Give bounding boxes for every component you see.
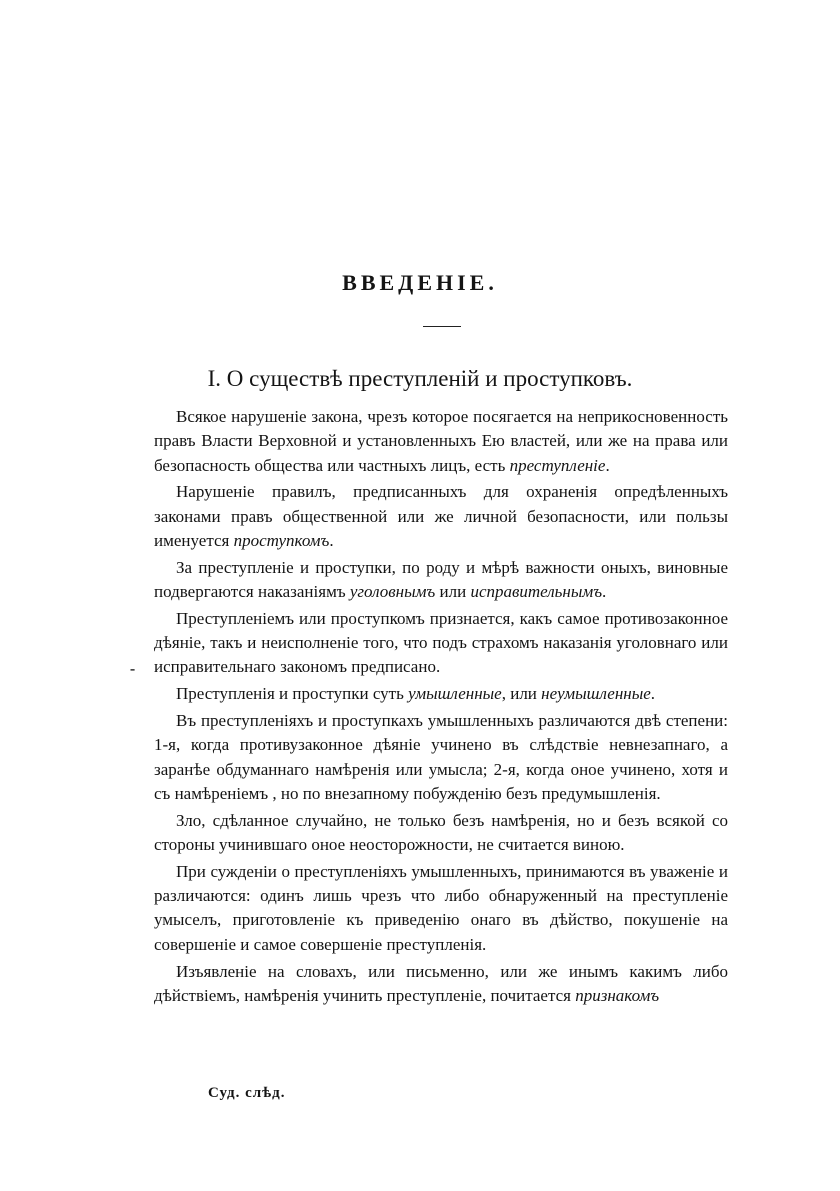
paragraph-tail: . bbox=[602, 582, 607, 602]
paragraph-1 bbox=[154, 405, 728, 478]
italic-term: проступкомъ bbox=[233, 530, 330, 550]
margin-mark: ⁃ bbox=[129, 664, 136, 679]
paragraph-text: Зло, сдѣланное случайно, не только безъ намѣренія, но и безъ всякой со стороны учинившаго оное неосторожности, не считается виною. bbox=[154, 810, 728, 855]
paragraph-text: За преступленіе и проступки, по роду и мѣрѣ важности оныхъ, виновные подвергаются наказаніямъ bbox=[154, 557, 728, 602]
italic-term: признакомъ bbox=[575, 985, 660, 1005]
paragraph-7 bbox=[154, 809, 728, 858]
paragraph-tail: . bbox=[329, 530, 334, 550]
italic-term: уголовнымъ bbox=[349, 582, 436, 602]
italic-term: умышленные bbox=[408, 684, 502, 704]
page-title: ВВЕДЕНIЕ. bbox=[342, 270, 498, 295]
body-text bbox=[154, 405, 728, 1008]
paragraph-text: Изъявленіе на словахъ, или письменно, или же инымъ какимъ либо дѣйствіемъ, намѣренія учинить преступленіе, почитается bbox=[154, 961, 728, 1005]
paragraph-9 bbox=[154, 960, 728, 1009]
paragraph-text: Преступленія и проступки суть bbox=[176, 684, 409, 704]
paragraph-5 bbox=[154, 682, 728, 706]
title-rule bbox=[423, 326, 461, 327]
paragraph-text: Нарушеніе правилъ, предписанныхъ для охраненія опредѣленныхъ законами правъ общественной или же личной безопасности, или пользы именуется bbox=[154, 482, 728, 550]
paragraph-mid: , или bbox=[501, 684, 542, 704]
italic-term-2: исправительнымъ bbox=[470, 582, 603, 602]
footer-note: Суд. слѣд. bbox=[208, 1085, 286, 1101]
paragraph-3 bbox=[154, 556, 728, 605]
paragraph-text: Въ преступленіяхъ и проступкахъ умышленныхъ различаются двѣ степени: 1-я, когда противузаконное дѣяніе учинено въ слѣдствіе невнезапнаго, а заранѣе обдуманнаго намѣренія или умысла; 2-я, когда оное учинено, хотя и съ намѣреніемъ , но по внезапному побужденію безъ предумышленія. bbox=[154, 711, 728, 803]
italic-term: преступленіе bbox=[509, 455, 606, 475]
paragraph-4 bbox=[154, 607, 728, 680]
paragraph-text: Всякое нарушеніе закона, чрезъ которое посягается на неприкосновенность правъ Власти Верховной и установленныхъ Ею властей, или же на права или безопасность общества или частныхъ лицъ, есть bbox=[154, 407, 728, 475]
section-heading: I. О существѣ преступленій и проступковъ. bbox=[207, 366, 633, 391]
paragraph-tail: . bbox=[650, 684, 656, 704]
paragraph-6 bbox=[154, 709, 728, 806]
paragraph-tail: . bbox=[605, 455, 610, 475]
italic-term-2: неумышленные bbox=[541, 684, 651, 704]
paragraph-2 bbox=[154, 480, 728, 553]
paragraph-8 bbox=[154, 860, 728, 957]
paragraph-mid: или bbox=[435, 582, 471, 602]
paragraph-text: Преступленіемъ или проступкомъ признается, какъ самое противозаконное дѣяніе, такъ и неисполненіе того, что подъ страхомъ наказанія уголовнаго или исправительнаго закономъ предписано. bbox=[154, 608, 728, 677]
paragraph-text: При сужденіи о преступленіяхъ умышленныхъ, принимаются въ уваженіе и различаются: одинъ лишь чрезъ что либо обнаруженный на преступленіе умыселъ, приготовленіе къ приведенію онаго въ дѣйство, покушеніе на совершеніе и самое совершеніе преступленія. bbox=[154, 861, 728, 954]
